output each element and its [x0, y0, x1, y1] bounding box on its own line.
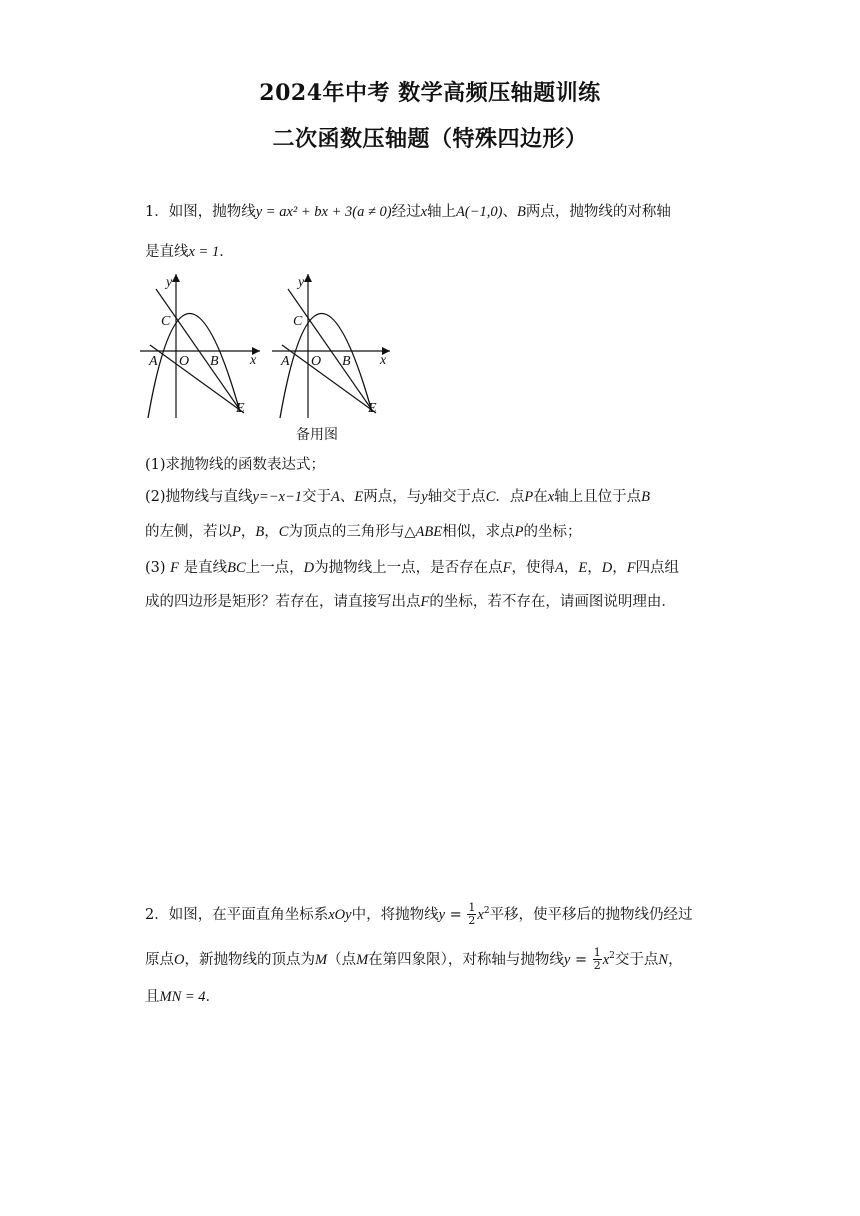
label-y: y — [298, 275, 305, 290]
q2-line-2: 原点O，新抛物线的顶点为M（点M在第四象限），对称轴与抛物线y = $\frac{1}{2}$ $x^2$交于点N， — [145, 946, 683, 973]
label-x: x — [250, 353, 257, 368]
q1-graph-main — [140, 268, 266, 424]
q1-parabola-eq: y = ax² + bx + 3(a ≠ 0) — [255, 204, 392, 220]
q1-axis-eq: x = 1 — [188, 244, 220, 260]
q2-fraction-half: $\frac{1}{2}$ — [468, 901, 476, 928]
label-a: A — [149, 354, 158, 369]
label-c: C — [293, 314, 303, 329]
label-b: B — [342, 354, 351, 369]
q1-part-3-line-1: (3) F 是直线BC上一点，D为抛物线上一点，是否存在点F，使得A，E，D，F四点组 — [145, 560, 680, 576]
title-line-2: 二次函数压轴题（特殊四边形） — [272, 126, 588, 152]
label-x: x — [380, 353, 387, 368]
label-b: B — [210, 354, 219, 369]
q1-graph-backup — [272, 268, 398, 424]
q2-line-1: 2．如图，在平面直角坐标系xOy中，将抛物线y = $\frac{1}{2}$ $x^2$平移，使平移后的抛物线仍经过 — [145, 901, 693, 928]
q2-number: 2． — [145, 906, 169, 923]
q1-figure-backup — [272, 268, 398, 424]
figure-caption: 备用图 — [296, 427, 338, 443]
label-o: O — [311, 354, 322, 369]
label-e: E — [368, 401, 377, 416]
title-line-1: 2024年中考 数学高频压轴题训练 — [259, 80, 601, 106]
q2-fraction-half-2: $\frac{1}{2}$ — [593, 946, 601, 973]
q1-triangle-abe: △ABE — [404, 524, 443, 540]
label-o: O — [179, 354, 190, 369]
q1-line-eq: y=−x−1 — [252, 489, 303, 505]
q2-line-3: 且MN = 4． — [145, 989, 221, 1005]
label-e: E — [236, 401, 245, 416]
label-c: C — [161, 314, 171, 329]
q1-part-2-line-2: 的左侧，若以P，B，C为顶点的三角形与△ABE相似，求点P的坐标； — [145, 524, 582, 540]
q1-part-2-line-1: (2)抛物线与直线y=−x−1交于A、E两点，与y轴交于点C．点P在x轴上且位于点B — [145, 489, 651, 505]
q1-line-1: 1．如图，抛物线y = ax² + bx + 3(a ≠ 0)经过x轴上A(−1,0)、B两点，抛物线的对称轴 — [145, 204, 671, 220]
q1-figure-main — [140, 268, 266, 424]
q1-part-3-line-2: 成的四边形是矩形？若存在，请直接写出点F的坐标，若不存在，请画图说明理由． — [145, 594, 676, 610]
label-y: y — [166, 275, 173, 290]
label-a: A — [281, 354, 290, 369]
q1-number: 1． — [145, 204, 169, 220]
q1-line-2: 是直线x = 1． — [145, 244, 234, 260]
q1-point-a: A(−1,0) — [456, 204, 503, 220]
q2-mn-eq: MN = 4 — [159, 989, 206, 1005]
q1-part-1: (1)求抛物线的函数表达式； — [145, 457, 326, 473]
